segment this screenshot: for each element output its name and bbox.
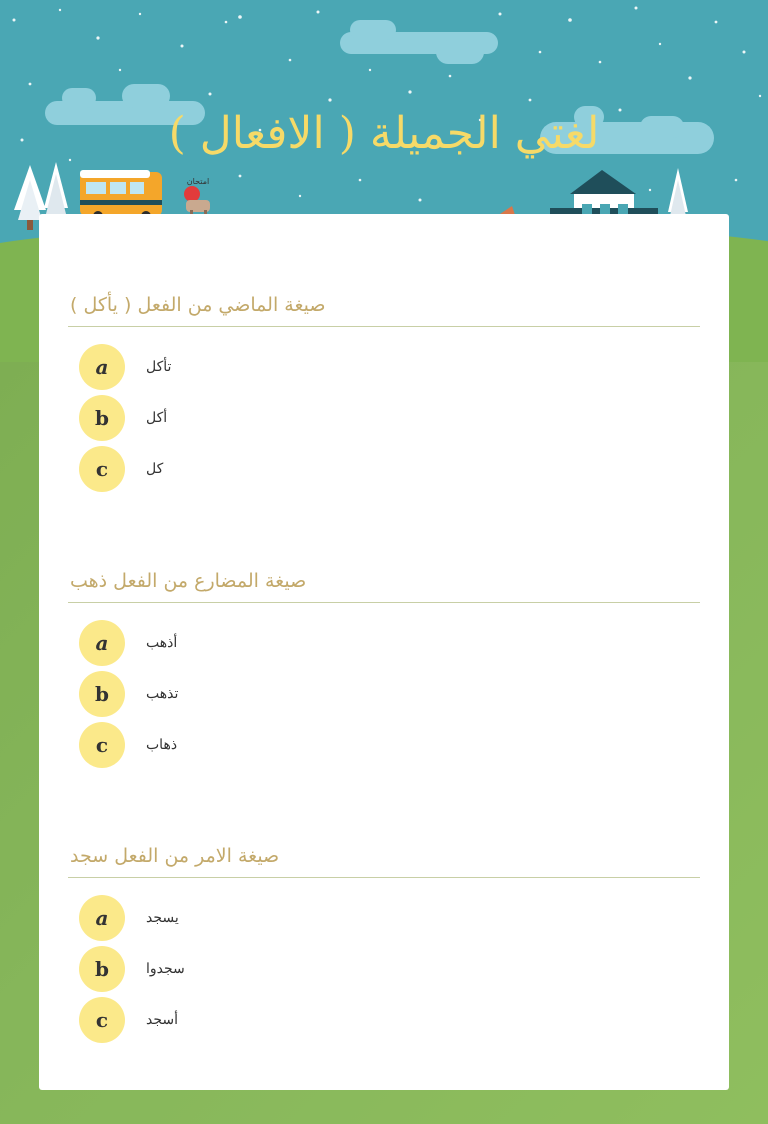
option-a[interactable] [68, 341, 700, 392]
option-label: ذهاب [146, 736, 178, 752]
option-badge[interactable]: a [79, 620, 125, 666]
question-text: صيغة الماضي من الفعل ( يأكل ) [70, 294, 326, 316]
option-label: كل [146, 460, 164, 476]
option-badge[interactable]: c [79, 722, 125, 768]
sign-text: امتحان [186, 177, 210, 186]
option-a[interactable] [68, 892, 700, 943]
page-title: لغتي الجميلة ( الافعال ) [168, 108, 600, 159]
option-badge[interactable]: b [79, 671, 125, 717]
snowy-tree-icon-3 [668, 168, 688, 216]
options-list [68, 892, 700, 1045]
option-b[interactable] [68, 668, 700, 719]
option-b[interactable] [68, 392, 700, 443]
option-label: تأكل [146, 358, 172, 374]
option-label: أكل [146, 409, 168, 425]
option-label: تذهب [146, 685, 179, 701]
question-3 [68, 845, 700, 1045]
question-1 [68, 294, 700, 494]
option-label: سجدوا [146, 960, 185, 976]
option-badge[interactable]: c [79, 446, 125, 492]
option-a[interactable] [68, 617, 700, 668]
question-text: صيغة المضارع من الفعل ذهب [70, 570, 307, 592]
quiz-card [39, 214, 729, 1090]
option-label: أسجد [146, 1011, 179, 1027]
option-badge[interactable]: a [79, 344, 125, 390]
question-text: صيغة الامر من الفعل سجد [70, 845, 280, 867]
question-divider [68, 877, 700, 878]
cloud-top-bump-2 [436, 40, 484, 64]
cloud-left-bump [62, 88, 96, 108]
options-list [68, 341, 700, 494]
option-c[interactable] [68, 719, 700, 770]
options-list [68, 617, 700, 770]
question-divider [68, 602, 700, 603]
option-c[interactable] [68, 994, 700, 1045]
question-2 [68, 570, 700, 770]
cloud-top-bump [350, 20, 396, 40]
option-badge[interactable]: b [79, 946, 125, 992]
option-c[interactable] [68, 443, 700, 494]
option-label: يسجد [146, 909, 179, 925]
option-label: أذهب [146, 634, 178, 650]
question-divider [68, 326, 700, 327]
option-badge[interactable]: c [79, 997, 125, 1043]
snowy-tree-icon-2 [44, 162, 68, 214]
option-badge[interactable]: b [79, 395, 125, 441]
option-b[interactable] [68, 943, 700, 994]
option-badge[interactable]: a [79, 895, 125, 941]
cloud-left-bump-2 [122, 84, 170, 108]
